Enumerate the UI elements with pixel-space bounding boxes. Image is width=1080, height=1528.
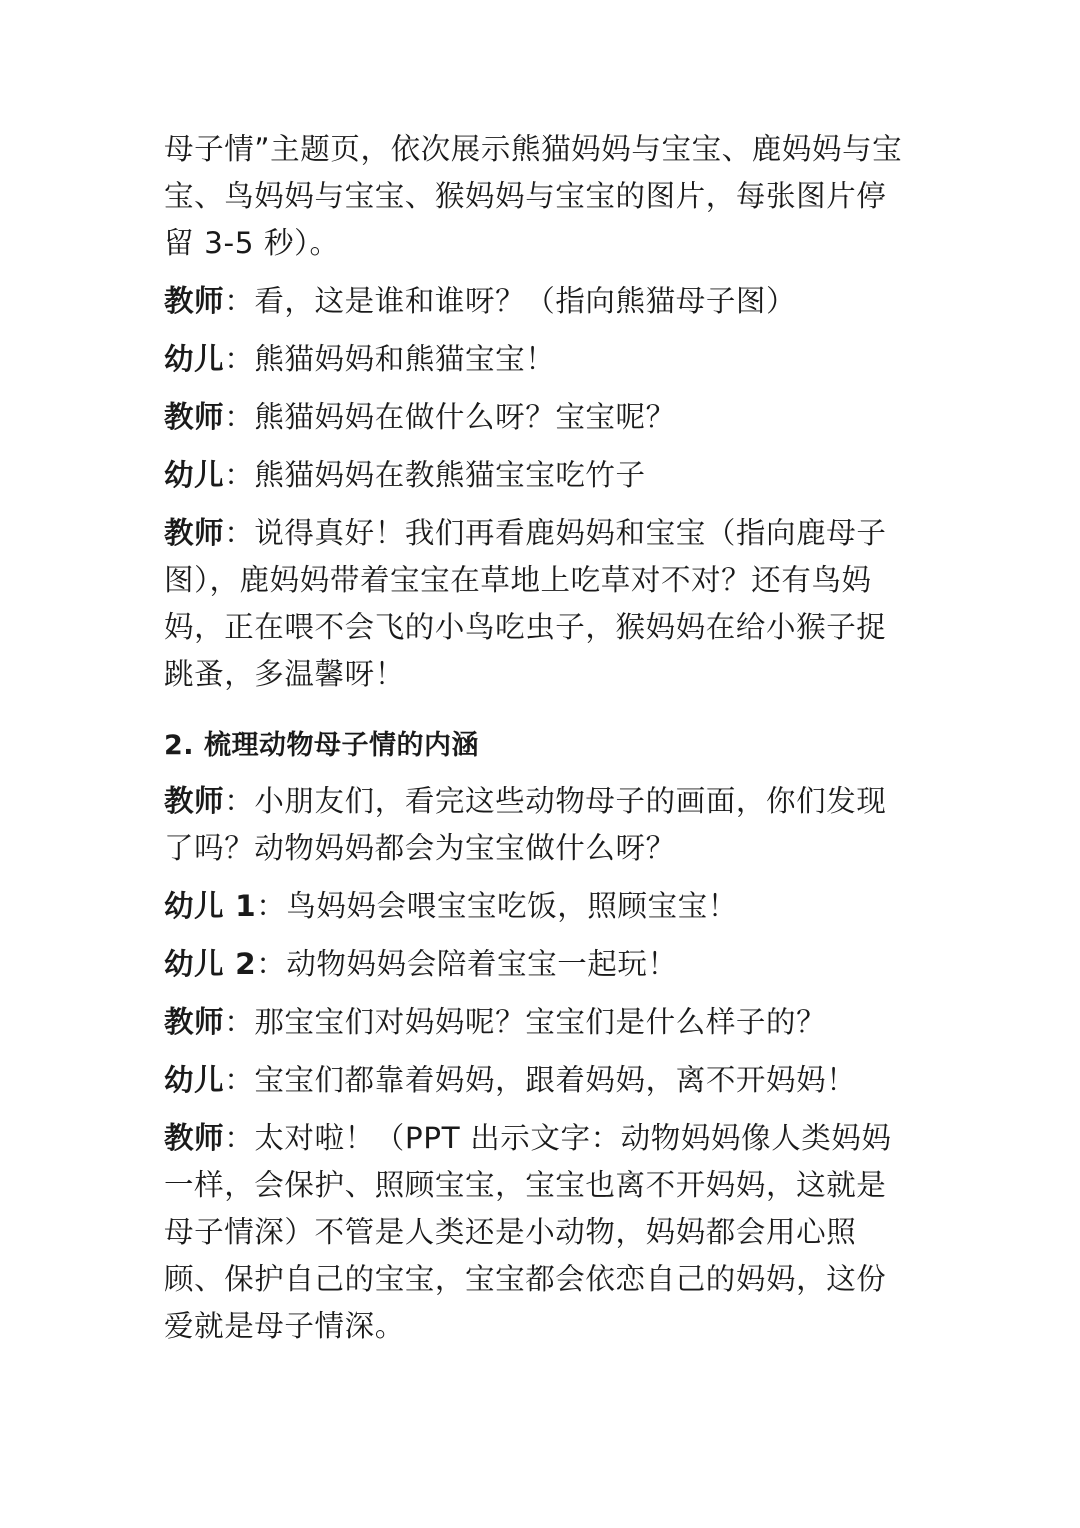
dialogue-line [164,510,904,698]
speaker-label: 幼儿 [164,342,225,376]
dialogue-text: 宝宝们都靠着妈妈，跟着妈妈，离不开妈妈！ [254,1063,857,1097]
speaker-separator: ： [256,947,287,981]
speaker-label: 教师 [164,1121,225,1155]
speaker-separator: ： [224,516,255,550]
dialogue-text: 熊猫妈妈在做什么呀？宝宝呢？ [254,400,676,434]
dialogue-text: 说得真好！我们再看鹿妈妈和宝宝（指向鹿母子图），鹿妈妈带着宝宝在草地上吃草对不对？还有鸟妈妈，正在喂不会飞的小鸟吃虫子，猴妈妈在给小猴子捉跳蚤，多温馨呀！ [164,516,887,691]
dialogue-text: 那宝宝们对妈妈呢？宝宝们是什么样子的？ [254,1005,827,1039]
dialogue-text: 熊猫妈妈和熊猫宝宝！ [254,342,556,376]
speaker-label: 教师 [164,400,225,434]
dialogue-text: 看，这是谁和谁呀？（指向熊猫母子图） [254,284,797,318]
dialogue-text: 鸟妈妈会喂宝宝吃饭，照顾宝宝！ [286,889,738,923]
speaker-label: 教师 [164,516,225,550]
speaker-label: 幼儿 [164,1063,225,1097]
speaker-separator: ： [256,889,287,923]
dialogue-line [164,336,904,383]
dialogue-line [164,941,904,988]
dialogue-line [164,394,904,441]
dialogue-section-2 [164,778,904,1350]
speaker-separator: ： [224,342,255,376]
dialogue-line [164,1057,904,1104]
document-page [164,126,904,1361]
speaker-separator: ： [224,458,255,492]
section-heading: 2. 梳理动物母子情的内涵 [164,730,479,761]
dialogue-text: 太对啦！（PPT 出示文字：动物妈妈像人类妈妈一样，会保护、照顾宝宝，宝宝也离不开妈妈，这就是母子情深）不管是人类还是小动物，妈妈都会用心照顾、保护自己的宝宝，宝宝都会依恋自己的妈妈，这份爱就是母子情深。 [164,1121,892,1343]
speaker-separator: ： [224,400,255,434]
speaker-label: 教师 [164,284,225,318]
speaker-separator: ： [224,1005,255,1039]
speaker-label: 教师 [164,1005,225,1039]
speaker-separator: ： [224,1063,255,1097]
dialogue-text: 熊猫妈妈在教熊猫宝宝吃竹子 [254,458,646,492]
dialogue-line [164,778,904,872]
dialogue-section-1 [164,278,904,698]
dialogue-line [164,1115,904,1350]
dialogue-line [164,883,904,930]
dialogue-text: 小朋友们，看完这些动物母子的画面，你们发现了吗？动物妈妈都会为宝宝做什么呀？ [164,784,887,865]
speaker-label: 幼儿 [164,458,225,492]
speaker-separator: ： [224,1121,255,1155]
dialogue-line [164,999,904,1046]
speaker-label: 幼儿 1 [164,889,257,923]
speaker-separator: ： [224,284,255,318]
speaker-label: 幼儿 2 [164,947,257,981]
speaker-label: 教师 [164,784,225,818]
intro-paragraph: 母子情”主题页，依次展示熊猫妈妈与宝宝、鹿妈妈与宝宝、鸟妈妈与宝宝、猴妈妈与宝宝的图片，每张图片停留 3-5 秒）。 [164,132,903,260]
dialogue-text: 动物妈妈会陪着宝宝一起玩！ [286,947,678,981]
speaker-separator: ： [224,784,255,818]
dialogue-line [164,278,904,325]
dialogue-line [164,452,904,499]
